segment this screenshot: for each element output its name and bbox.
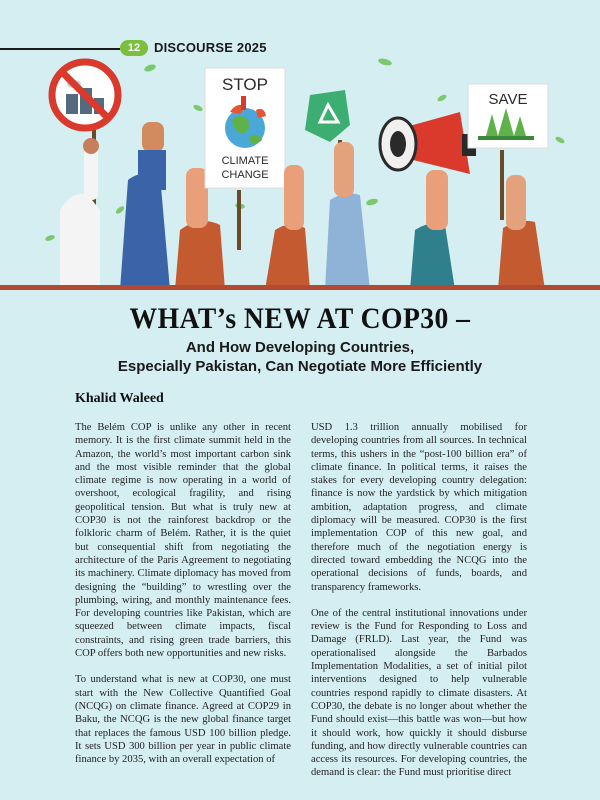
paragraph: The Belém COP is unlike any other in recent memory. It is the first climate summit held in the Amazon, the world’s most important carbon sink and the most visible reminder that the global climate regime is now operating in a world of overshoot, ecological fragility, and rising geopolitical tension. But what is truly new at COP30 is not the rainforest backdrop or the folkloric charm of Belém. Rather, it is the quiet but consequential shift from negotiating the architecture of the Paris Agreement to negotiating its machinery. Climate diplomacy has moved from designing the “building” to wrestling over the plumbing, wiring, and monthly maintenance fees. For developing countries like Pakistan, which are squeezed between climate impacts, fiscal constraints, and rising green trade barriers, this COP offers both new opportunities and new risks.: [75, 422, 291, 660]
protester-5: [325, 140, 370, 290]
body-column-left: [75, 421, 291, 779]
save-trees-sign: [468, 84, 548, 148]
section-title: DISCOURSE 2025: [154, 40, 267, 55]
article-subtitle-line-2: Especially Pakistan, Can Negotiate More Efficiently: [117, 358, 483, 375]
megaphone-icon: [380, 112, 476, 174]
no-factory-icon: [52, 62, 118, 128]
protester-2: [120, 122, 170, 290]
paragraph: USD 1.3 trillion annually mobilised for developing countries from all sources. In technical terms, this ushers in the “post-100 billion era” of climate finance. In political terms, it raises the stakes for every developing country delegation: finance is now the yardstick by which mitigation ambition, adaptation progress, and climate diplomacy will be measured. COP30 is the first implementation COP of this new goal, and therefore much of the negotiation energy is directed toward embedding the NCQG into the operational decisions of funds, boards, and transparency frameworks.: [311, 422, 527, 593]
climate-text: CLIMATE: [221, 155, 269, 167]
save-text: SAVE: [488, 91, 528, 108]
change-text: CHANGE: [221, 169, 269, 181]
article-title: WHAT’s NEW AT COP30 –: [129, 302, 471, 335]
author-byline: Khalid Waleed: [75, 391, 164, 406]
article-subtitle-line-1: And How Developing Countries,: [185, 339, 415, 356]
recycle-icon: [305, 90, 350, 142]
paragraph: To understand what is new at COP30, one must start with the New Collective Quantified Goal (NCQG) on climate finance. Agreed at COP29 in Baku, the NCQG is the new global finance target that replaces the famous USD 100 billion pledge. It sets USD 300 billion per year in public climate finance by 2035, with an overall expectation of: [75, 674, 291, 766]
page-number-badge: 12: [120, 40, 148, 56]
protester-1: [60, 130, 100, 290]
body-column-right: [311, 421, 527, 793]
paragraph: One of the central institutional innovations under review is the Fund for Responding to Loss and Damage (FRLD). Last year, the Fund was operationalised alongside the Barbados Implementation Modalities, a set of initial pilot interventions designed to help vulnerable countries respond rapidly to climate disasters. At COP30, the debate is no longer about whether the Fund should exist—this battle was won—but how it should work, how quickly it should disburse funding, and how directly vulnerable countries can access its resources. For developing countries, the demand is clear: the Fund must prioritise direct: [311, 607, 527, 779]
earth-icon: [225, 105, 266, 148]
stop-climate-change-sign: [205, 68, 285, 188]
stop-text: STOP: [222, 75, 268, 94]
protester-7: [498, 150, 545, 290]
protester-6: [410, 170, 455, 290]
illustration-base-bar: [0, 285, 600, 290]
climate-protest-illustration: [0, 50, 600, 290]
